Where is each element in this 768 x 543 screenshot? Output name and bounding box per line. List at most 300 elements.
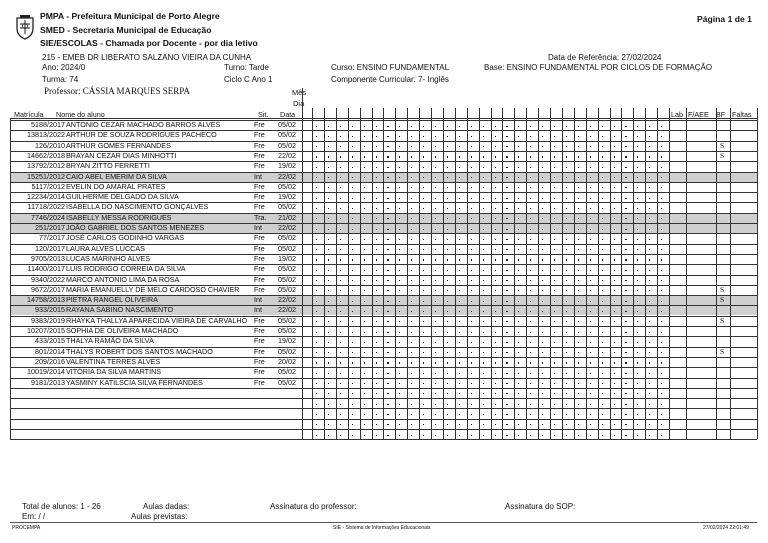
- attendance-cell-dot: [637, 435, 638, 436]
- attendance-cell-dot: [566, 332, 567, 333]
- header-line-1: PMPA - Prefeitura Municipal de Porto Alegre: [40, 11, 220, 21]
- student-matricula: 10019/2014: [27, 367, 65, 377]
- attendance-cell-dot: [542, 198, 543, 199]
- student-name: ARTHUR DE SOUZA RODRIGUES PACHECO: [66, 130, 217, 140]
- attendance-cell-dot: [554, 239, 555, 240]
- student-situation: Fre: [254, 140, 265, 150]
- attendance-cell-dot: [649, 332, 650, 333]
- attendance-cell-dot: [614, 435, 615, 436]
- attendance-cell-dot: [637, 249, 638, 250]
- attendance-cell-dot: [411, 301, 412, 302]
- attendance-cell-dot: [518, 229, 519, 230]
- attendance-cell-dot: [530, 404, 531, 405]
- school-year: Ano: 2024/0: [42, 63, 86, 72]
- attendance-cell-dot: [376, 342, 377, 343]
- attendance-cell-dot: [518, 187, 519, 188]
- attendance-cell-dot: [435, 259, 436, 260]
- attendance-cell-dot: [316, 311, 317, 312]
- attendance-cell-dot: [661, 218, 662, 219]
- attendance-cell-dot: [352, 290, 353, 291]
- attendance-cell-dot: [447, 435, 448, 436]
- attendance-cell-dot: [376, 208, 377, 209]
- attendance-cell-dot: [423, 332, 424, 333]
- attendance-cell-dot: [399, 301, 400, 302]
- attendance-cell-dot: [387, 393, 388, 394]
- attendance-cell-dot: [495, 187, 496, 188]
- attendance-cell-dot: [447, 393, 448, 394]
- attendance-cell-dot: [614, 126, 615, 127]
- grid-col-line: [538, 108, 539, 439]
- attendance-cell-dot: [328, 146, 329, 147]
- attendance-cell-dot: [447, 270, 448, 271]
- attendance-cell-dot: [483, 239, 484, 240]
- attendance-cell-dot: [340, 290, 341, 291]
- attendance-cell-dot: [566, 198, 567, 199]
- attendance-cell-dot: [471, 146, 472, 147]
- attendance-cell-dot: [590, 404, 591, 405]
- grid-col-line: [686, 108, 687, 439]
- attendance-cell-dot: [387, 362, 388, 363]
- attendance-cell-dot: [530, 218, 531, 219]
- attendance-cell-dot: [614, 290, 615, 291]
- attendance-cell-dot: [506, 187, 507, 188]
- attendance-cell-dot: [364, 404, 365, 405]
- attendance-cell-dot: [352, 218, 353, 219]
- attendance-cell-dot: [661, 239, 662, 240]
- attendance-cell-dot: [423, 249, 424, 250]
- attendance-cell-dot: [459, 383, 460, 384]
- attendance-cell-dot: [399, 332, 400, 333]
- attendance-cell-dot: [566, 352, 567, 353]
- attendance-cell-dot: [471, 177, 472, 178]
- attendance-cell-dot: [328, 321, 329, 322]
- attendance-cell-dot: [542, 332, 543, 333]
- attendance-cell-dot: [661, 249, 662, 250]
- attendance-cell-dot: [578, 280, 579, 281]
- attendance-cell-dot: [459, 424, 460, 425]
- student-entry-date: 05/02: [278, 367, 296, 377]
- attendance-cell-dot: [495, 301, 496, 302]
- attendance-cell-dot: [566, 259, 567, 260]
- attendance-cell-dot: [459, 249, 460, 250]
- attendance-cell-dot: [637, 352, 638, 353]
- attendance-cell-dot: [578, 136, 579, 137]
- attendance-cell-dot: [316, 249, 317, 250]
- attendance-cell-dot: [602, 280, 603, 281]
- attendance-cell-dot: [447, 187, 448, 188]
- attendance-cell-dot: [399, 167, 400, 168]
- attendance-cell-dot: [411, 229, 412, 230]
- attendance-cell-dot: [578, 290, 579, 291]
- student-situation: Fre: [254, 274, 265, 284]
- attendance-cell-dot: [554, 424, 555, 425]
- cycle: Ciclo C Ano 1: [224, 75, 273, 84]
- attendance-cell-dot: [637, 239, 638, 240]
- attendance-cell-dot: [578, 301, 579, 302]
- attendance-cell-dot: [578, 342, 579, 343]
- reference-date: Data de Referência: 27/02/2024: [548, 53, 662, 62]
- attendance-cell-dot: [495, 383, 496, 384]
- attendance-cell-dot: [316, 321, 317, 322]
- attendance-cell-dot: [423, 424, 424, 425]
- grid-col-line: [645, 108, 646, 439]
- attendance-cell-dot: [352, 352, 353, 353]
- student-name: RHAYKA THALLYA APARECIDA VIEIRA DE CARVALHO: [66, 315, 248, 325]
- attendance-cell-dot: [495, 208, 496, 209]
- attendance-cell-dot: [387, 290, 388, 291]
- attendance-cell-dot: [459, 362, 460, 363]
- attendance-cell-dot: [483, 362, 484, 363]
- attendance-cell-dot: [649, 373, 650, 374]
- attendance-cell-dot: [649, 404, 650, 405]
- attendance-cell-dot: [506, 249, 507, 250]
- attendance-cell-dot: [411, 435, 412, 436]
- attendance-cell-dot: [328, 290, 329, 291]
- attendance-cell-dot: [328, 424, 329, 425]
- attendance-cell-dot: [423, 383, 424, 384]
- attendance-cell-dot: [483, 321, 484, 322]
- attendance-cell-dot: [506, 362, 507, 363]
- attendance-cell-dot: [352, 311, 353, 312]
- attendance-cell-dot: [518, 321, 519, 322]
- attendance-cell-dot: [376, 362, 377, 363]
- attendance-cell-dot: [614, 146, 615, 147]
- attendance-cell-dot: [602, 208, 603, 209]
- attendance-cell-dot: [364, 414, 365, 415]
- attendance-cell-dot: [340, 332, 341, 333]
- student-entry-date: 05/02: [278, 377, 296, 387]
- attendance-cell-dot: [506, 229, 507, 230]
- attendance-cell-dot: [554, 198, 555, 199]
- attendance-cell-dot: [542, 362, 543, 363]
- attendance-cell-dot: [459, 373, 460, 374]
- bf-mark: S: [720, 315, 725, 325]
- attendance-cell-dot: [578, 259, 579, 260]
- grid-col-line: [10, 118, 11, 439]
- student-matricula: 13792/2012: [27, 161, 65, 171]
- attendance-cell-dot: [590, 198, 591, 199]
- attendance-cell-dot: [471, 270, 472, 271]
- attendance-cell-dot: [578, 393, 579, 394]
- attendance-cell-dot: [399, 342, 400, 343]
- attendance-cell-dot: [625, 177, 626, 178]
- attendance-cell-dot: [602, 435, 603, 436]
- attendance-cell-dot: [483, 342, 484, 343]
- attendance-cell-dot: [364, 126, 365, 127]
- student-situation: Fre: [254, 202, 265, 212]
- attendance-cell-dot: [483, 393, 484, 394]
- attendance-cell-dot: [518, 352, 519, 353]
- grid-col-line: [360, 108, 361, 439]
- attendance-cell-dot: [387, 198, 388, 199]
- attendance-cell-dot: [637, 311, 638, 312]
- attendance-cell-dot: [471, 301, 472, 302]
- grid-col-line: [550, 108, 551, 439]
- attendance-cell-dot: [435, 177, 436, 178]
- attendance-cell-dot: [566, 373, 567, 374]
- attendance-cell-dot: [352, 280, 353, 281]
- attendance-cell-dot: [506, 301, 507, 302]
- student-name: BRAYAN CEZAR DIAS MINHOTTI: [66, 150, 177, 160]
- student-name: ANTONIO CEZAR MACHADO BARROS ALVES: [66, 120, 221, 129]
- course: Curso: ENSINO FUNDAMENTAL: [331, 63, 450, 72]
- attendance-cell-dot: [590, 290, 591, 291]
- attendance-cell-dot: [661, 393, 662, 394]
- attendance-cell-dot: [530, 239, 531, 240]
- attendance-cell-dot: [376, 280, 377, 281]
- attendance-cell-dot: [495, 146, 496, 147]
- attendance-cell-dot: [649, 156, 650, 157]
- attendance-cell-dot: [495, 280, 496, 281]
- attendance-cell-dot: [459, 126, 460, 127]
- attendance-cell-dot: [590, 414, 591, 415]
- attendance-cell-dot: [506, 136, 507, 137]
- attendance-cell-dot: [495, 373, 496, 374]
- attendance-cell-dot: [495, 167, 496, 168]
- attendance-cell-dot: [625, 218, 626, 219]
- attendance-cell-dot: [518, 259, 519, 260]
- attendance-cell-dot: [590, 136, 591, 137]
- attendance-cell-dot: [340, 156, 341, 157]
- attendance-cell-dot: [316, 280, 317, 281]
- student-entry-date: 19/02: [278, 192, 296, 202]
- grid-col-line: [348, 108, 349, 439]
- attendance-cell-dot: [435, 167, 436, 168]
- attendance-cell-dot: [352, 332, 353, 333]
- attendance-cell-dot: [566, 311, 567, 312]
- attendance-cell-dot: [328, 311, 329, 312]
- attendance-cell-dot: [554, 156, 555, 157]
- student-entry-date: 05/02: [278, 243, 296, 253]
- attendance-cell-dot: [614, 393, 615, 394]
- attendance-cell-dot: [411, 424, 412, 425]
- attendance-cell-dot: [530, 393, 531, 394]
- attendance-cell-dot: [435, 404, 436, 405]
- attendance-cell-dot: [387, 136, 388, 137]
- attendance-cell-dot: [435, 414, 436, 415]
- attendance-cell-dot: [661, 383, 662, 384]
- attendance-cell-dot: [506, 280, 507, 281]
- header-line-3: SIE/ESCOLAS - Chamada por Docente - por dia letivo: [40, 38, 258, 48]
- attendance-cell-dot: [447, 208, 448, 209]
- attendance-cell-dot: [518, 177, 519, 178]
- system-label: SIE - Sistema de Informações Educacionais: [333, 525, 431, 531]
- attendance-cell-dot: [554, 362, 555, 363]
- attendance-cell-dot: [340, 362, 341, 363]
- attendance-cell-dot: [530, 249, 531, 250]
- attendance-cell-dot: [364, 156, 365, 157]
- attendance-cell-dot: [590, 321, 591, 322]
- footer-divider: [10, 522, 757, 523]
- attendance-cell-dot: [614, 280, 615, 281]
- attendance-cell-dot: [316, 187, 317, 188]
- attendance-cell-dot: [530, 383, 531, 384]
- attendance-cell-dot: [328, 404, 329, 405]
- attendance-cell-dot: [590, 239, 591, 240]
- student-matricula: 9181/2013: [31, 377, 65, 387]
- attendance-cell-dot: [590, 352, 591, 353]
- class-number: Turma: 74: [42, 75, 79, 84]
- attendance-cell-dot: [423, 136, 424, 137]
- attendance-cell-dot: [340, 414, 341, 415]
- attendance-cell-dot: [554, 435, 555, 436]
- student-situation: Fre: [254, 377, 265, 387]
- attendance-cell-dot: [471, 167, 472, 168]
- attendance-cell-dot: [625, 311, 626, 312]
- attendance-cell-dot: [530, 414, 531, 415]
- attendance-cell-dot: [649, 301, 650, 302]
- attendance-cell-dot: [340, 373, 341, 374]
- attendance-cell-dot: [459, 404, 460, 405]
- attendance-cell-dot: [649, 198, 650, 199]
- attendance-cell-dot: [625, 424, 626, 425]
- attendance-cell-dot: [411, 249, 412, 250]
- attendance-cell-dot: [518, 435, 519, 436]
- student-entry-date: 19/02: [278, 161, 296, 171]
- attendance-cell-dot: [495, 393, 496, 394]
- attendance-cell-dot: [328, 362, 329, 363]
- attendance-cell-dot: [518, 198, 519, 199]
- attendance-cell-dot: [483, 383, 484, 384]
- attendance-cell-dot: [578, 126, 579, 127]
- attendance-cell-dot: [566, 404, 567, 405]
- attendance-cell-dot: [495, 362, 496, 363]
- attendance-cell-dot: [423, 177, 424, 178]
- attendance-cell-dot: [447, 280, 448, 281]
- student-situation: Fre: [254, 130, 265, 140]
- attendance-cell-dot: [423, 373, 424, 374]
- attendance-cell-dot: [483, 198, 484, 199]
- attendance-cell-dot: [387, 126, 388, 127]
- attendance-cell-dot: [447, 301, 448, 302]
- grid-col-line: [633, 108, 634, 439]
- attendance-cell-dot: [376, 393, 377, 394]
- attendance-cell-dot: [352, 126, 353, 127]
- attendance-cell-dot: [542, 424, 543, 425]
- attendance-cell-dot: [578, 249, 579, 250]
- attendance-cell-dot: [435, 383, 436, 384]
- attendance-cell-dot: [423, 435, 424, 436]
- student-name: VALENTINA TERRES ALVES: [66, 356, 161, 366]
- attendance-cell-dot: [471, 249, 472, 250]
- student-entry-date: 05/02: [278, 181, 296, 191]
- student-situation: Int: [254, 305, 262, 315]
- attendance-cell-dot: [530, 198, 531, 199]
- attendance-cell-dot: [387, 280, 388, 281]
- attendance-cell-dot: [506, 208, 507, 209]
- attendance-cell-dot: [340, 352, 341, 353]
- attendance-cell-dot: [316, 146, 317, 147]
- attendance-cell-dot: [423, 342, 424, 343]
- attendance-cell-dot: [411, 177, 412, 178]
- attendance-cell-dot: [340, 280, 341, 281]
- attendance-cell-dot: [506, 198, 507, 199]
- attendance-cell-dot: [483, 373, 484, 374]
- attendance-cell-dot: [637, 301, 638, 302]
- attendance-cell-dot: [435, 290, 436, 291]
- attendance-cell-dot: [566, 208, 567, 209]
- attendance-cell-dot: [602, 229, 603, 230]
- attendance-cell-dot: [602, 311, 603, 312]
- attendance-cell-dot: [447, 311, 448, 312]
- attendance-cell-dot: [340, 435, 341, 436]
- attendance-cell-dot: [435, 239, 436, 240]
- attendance-cell-dot: [435, 424, 436, 425]
- attendance-cell-dot: [328, 414, 329, 415]
- attendance-cell-dot: [602, 167, 603, 168]
- attendance-cell-dot: [328, 126, 329, 127]
- column-header-matricula: Matrícula: [14, 110, 44, 119]
- grid-col-line: [479, 108, 480, 439]
- student-name: THALYS ROBERT DOS SANTOS MACHADO: [66, 346, 213, 356]
- student-matricula: 11400/2017: [27, 264, 65, 274]
- attendance-cell-dot: [649, 208, 650, 209]
- attendance-cell-dot: [661, 321, 662, 322]
- attendance-cell-dot: [387, 383, 388, 384]
- attendance-cell-dot: [518, 301, 519, 302]
- attendance-cell-dot: [423, 404, 424, 405]
- base: Base: ENSINO FUNDAMENTAL POR CICLOS DE FORMAÇÃO: [484, 63, 713, 72]
- attendance-cell-dot: [387, 156, 388, 157]
- attendance-cell-dot: [495, 259, 496, 260]
- attendance-cell-dot: [554, 311, 555, 312]
- attendance-cell-dot: [411, 383, 412, 384]
- attendance-cell-dot: [459, 301, 460, 302]
- attendance-cell-dot: [435, 218, 436, 219]
- attendance-cell-dot: [542, 321, 543, 322]
- student-situation: Tra.: [254, 212, 267, 222]
- attendance-cell-dot: [614, 404, 615, 405]
- attendance-cell-dot: [554, 301, 555, 302]
- attendance-cell-dot: [399, 414, 400, 415]
- attendance-cell-dot: [614, 342, 615, 343]
- attendance-cell-dot: [340, 208, 341, 209]
- attendance-cell-dot: [387, 404, 388, 405]
- attendance-cell-dot: [447, 136, 448, 137]
- attendance-cell-dot: [602, 136, 603, 137]
- attendance-cell-dot: [506, 177, 507, 178]
- shift: Turno: Tarde: [224, 63, 269, 72]
- attendance-cell-dot: [578, 167, 579, 168]
- grid-col-line: [598, 108, 599, 439]
- attendance-cell-dot: [340, 270, 341, 271]
- attendance-cell-dot: [590, 249, 591, 250]
- attendance-cell-dot: [483, 435, 484, 436]
- student-situation: Fre: [254, 326, 265, 335]
- attendance-cell-dot: [542, 187, 543, 188]
- attendance-cell-dot: [661, 332, 662, 333]
- attendance-cell-dot: [411, 126, 412, 127]
- student-matricula: 9340/2022: [31, 274, 65, 284]
- attendance-cell-dot: [376, 352, 377, 353]
- attendance-cell-dot: [554, 414, 555, 415]
- attendance-cell-dot: [387, 167, 388, 168]
- attendance-cell-dot: [637, 177, 638, 178]
- attendance-cell-dot: [423, 239, 424, 240]
- attendance-cell-dot: [637, 126, 638, 127]
- attendance-cell-dot: [423, 198, 424, 199]
- attendance-cell-dot: [625, 187, 626, 188]
- attendance-cell-dot: [637, 424, 638, 425]
- attendance-cell-dot: [316, 239, 317, 240]
- attendance-cell-dot: [649, 239, 650, 240]
- attendance-cell-dot: [364, 136, 365, 137]
- attendance-cell-dot: [411, 311, 412, 312]
- attendance-cell-dot: [376, 332, 377, 333]
- attendance-cell-dot: [649, 229, 650, 230]
- attendance-cell-dot: [399, 321, 400, 322]
- attendance-cell-dot: [471, 393, 472, 394]
